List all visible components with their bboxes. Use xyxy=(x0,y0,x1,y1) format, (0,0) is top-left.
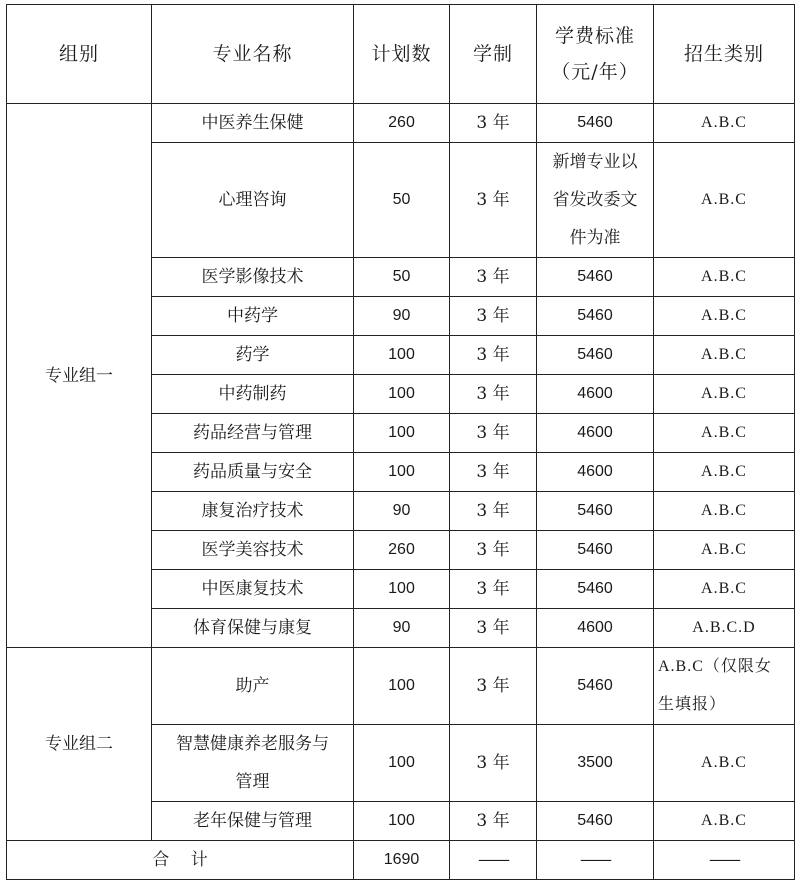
tuition-fee-cell: 5460 xyxy=(537,492,654,531)
major-name-cell: 中医养生保健 xyxy=(152,104,354,143)
tuition-fee-cell: 5460 xyxy=(537,297,654,336)
plan-count-cell: 90 xyxy=(354,492,450,531)
table-row xyxy=(7,104,795,143)
category-cell: A.B.C xyxy=(654,453,795,492)
header-category: 招生类别 xyxy=(654,5,795,104)
major-name-cell: 药品质量与安全 xyxy=(152,453,354,492)
group-name-cell: 专业组二 xyxy=(7,648,152,841)
tuition-fee-cell: 5460 xyxy=(537,802,654,841)
duration-cell: 3 年 xyxy=(450,258,537,297)
duration-cell: 3 年 xyxy=(450,143,537,258)
tuition-fee-cell: 4600 xyxy=(537,414,654,453)
total-label: 合 计 xyxy=(7,841,354,880)
total-row xyxy=(7,841,795,880)
tuition-fee-cell: 4600 xyxy=(537,453,654,492)
header-row xyxy=(7,5,795,104)
header-duration: 学制 xyxy=(450,5,537,104)
enrollment-plan-table xyxy=(6,4,795,880)
table-row xyxy=(7,648,795,725)
major-name-cell: 智慧健康养老服务与 管理 xyxy=(152,725,354,802)
total-plan: 1690 xyxy=(354,841,450,880)
duration-cell: 3 年 xyxy=(450,104,537,143)
duration-cell: 3 年 xyxy=(450,609,537,648)
plan-count-cell: 100 xyxy=(354,648,450,725)
duration-cell: 3 年 xyxy=(450,336,537,375)
major-name-cell: 药学 xyxy=(152,336,354,375)
major-name-cell: 中医康复技术 xyxy=(152,570,354,609)
tuition-fee-cell: 新增专业以 省发改委文 件为准 xyxy=(537,143,654,258)
plan-count-cell: 100 xyxy=(354,725,450,802)
tuition-fee-cell: 5460 xyxy=(537,336,654,375)
category-cell: A.B.C xyxy=(654,570,795,609)
major-name-cell: 中药学 xyxy=(152,297,354,336)
plan-count-cell: 90 xyxy=(354,297,450,336)
total-category: —— xyxy=(654,841,795,880)
total-fee: —— xyxy=(537,841,654,880)
plan-count-cell: 100 xyxy=(354,570,450,609)
plan-count-cell: 100 xyxy=(354,375,450,414)
header-group: 组别 xyxy=(7,5,152,104)
duration-cell: 3 年 xyxy=(450,453,537,492)
group-name-cell: 专业组一 xyxy=(7,104,152,648)
major-name-cell: 中药制药 xyxy=(152,375,354,414)
category-cell: A.B.C xyxy=(654,375,795,414)
plan-count-cell: 50 xyxy=(354,258,450,297)
header-fee: 学费标准 （元/年） xyxy=(537,5,654,104)
duration-cell: 3 年 xyxy=(450,492,537,531)
category-cell: A.B.C.D xyxy=(654,609,795,648)
category-cell: A.B.C xyxy=(654,492,795,531)
major-name-cell: 药品经营与管理 xyxy=(152,414,354,453)
category-cell: A.B.C xyxy=(654,336,795,375)
category-cell: A.B.C（仅限女 生填报） xyxy=(654,648,795,725)
major-name-cell: 康复治疗技术 xyxy=(152,492,354,531)
tuition-fee-cell: 5460 xyxy=(537,570,654,609)
duration-cell: 3 年 xyxy=(450,414,537,453)
plan-count-cell: 100 xyxy=(354,453,450,492)
category-cell: A.B.C xyxy=(654,104,795,143)
duration-cell: 3 年 xyxy=(450,531,537,570)
plan-count-cell: 90 xyxy=(354,609,450,648)
plan-count-cell: 260 xyxy=(354,531,450,570)
tuition-fee-cell: 5460 xyxy=(537,531,654,570)
tuition-fee-cell: 4600 xyxy=(537,375,654,414)
tuition-fee-cell: 5460 xyxy=(537,104,654,143)
category-cell: A.B.C xyxy=(654,143,795,258)
tuition-fee-cell: 4600 xyxy=(537,609,654,648)
total-duration: —— xyxy=(450,841,537,880)
plan-count-cell: 50 xyxy=(354,143,450,258)
category-cell: A.B.C xyxy=(654,802,795,841)
major-name-cell: 心理咨询 xyxy=(152,143,354,258)
plan-count-cell: 100 xyxy=(354,414,450,453)
duration-cell: 3 年 xyxy=(450,648,537,725)
category-cell: A.B.C xyxy=(654,297,795,336)
major-name-cell: 体育保健与康复 xyxy=(152,609,354,648)
major-name-cell: 助产 xyxy=(152,648,354,725)
duration-cell: 3 年 xyxy=(450,802,537,841)
category-cell: A.B.C xyxy=(654,258,795,297)
plan-count-cell: 100 xyxy=(354,802,450,841)
header-plan: 计划数 xyxy=(354,5,450,104)
category-cell: A.B.C xyxy=(654,531,795,570)
header-major: 专业名称 xyxy=(152,5,354,104)
plan-count-cell: 260 xyxy=(354,104,450,143)
duration-cell: 3 年 xyxy=(450,725,537,802)
tuition-fee-cell: 3500 xyxy=(537,725,654,802)
tuition-fee-cell: 5460 xyxy=(537,648,654,725)
category-cell: A.B.C xyxy=(654,725,795,802)
category-cell: A.B.C xyxy=(654,414,795,453)
plan-count-cell: 100 xyxy=(354,336,450,375)
tuition-fee-cell: 5460 xyxy=(537,258,654,297)
major-name-cell: 老年保健与管理 xyxy=(152,802,354,841)
major-name-cell: 医学影像技术 xyxy=(152,258,354,297)
duration-cell: 3 年 xyxy=(450,297,537,336)
major-name-cell: 医学美容技术 xyxy=(152,531,354,570)
duration-cell: 3 年 xyxy=(450,570,537,609)
duration-cell: 3 年 xyxy=(450,375,537,414)
